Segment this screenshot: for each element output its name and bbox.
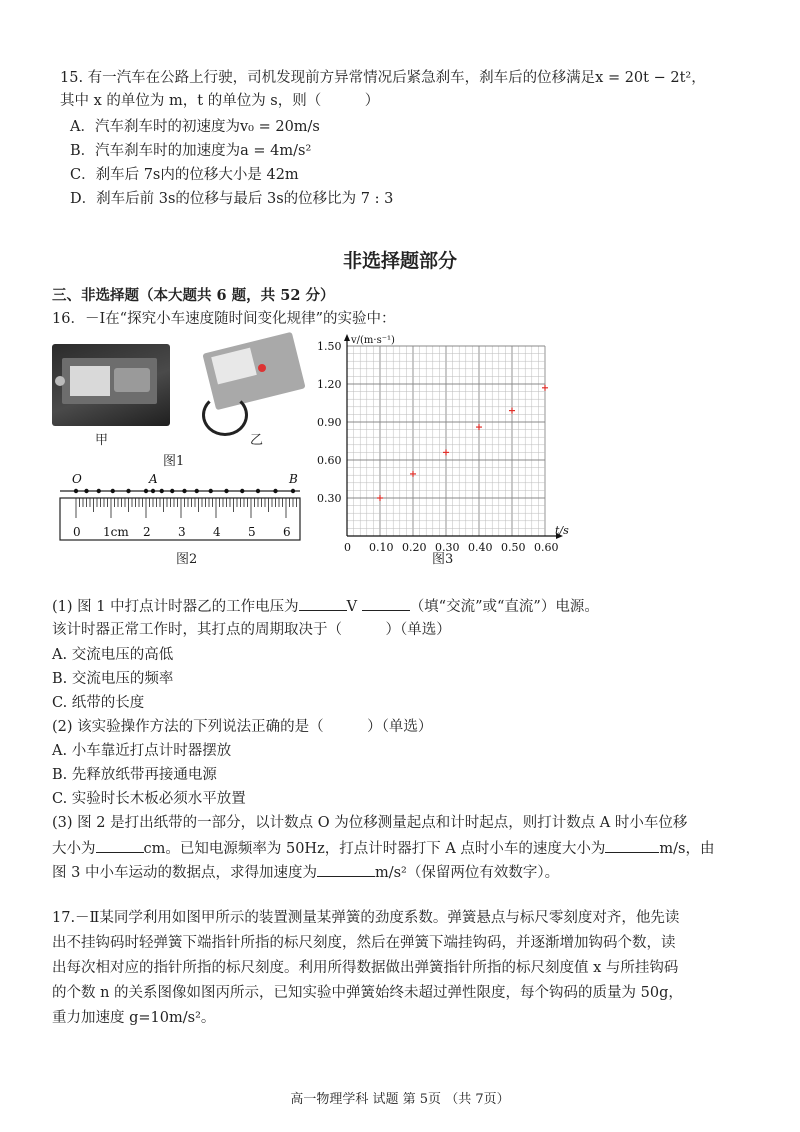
q15-option-b: B．汽车刹车时的加速度为a = 4m/s² bbox=[70, 143, 312, 159]
q16-part1-line1 bbox=[52, 596, 599, 617]
q17-line3: 出每次相对应的指针所指的标尺刻度。利用所得数据做出弹簧指针所指的标尺刻度值 x 与所挂钩码 bbox=[52, 960, 679, 976]
q16-part1-option-b: B. 交流电压的频率 bbox=[52, 671, 174, 687]
acceleration-blank[interactable] bbox=[317, 862, 375, 877]
ruler-tick-label: 2 bbox=[143, 525, 151, 539]
q15-stem-line1: 15. 有一汽车在公路上行驶，司机发现前方异常情况后紧急刹车，刹车后的位移满足x = 20t − 2t²， bbox=[60, 70, 706, 86]
q16-part1-text-b: V bbox=[346, 599, 358, 615]
q17-line2: 出不挂钩码时轻弹簧下端指针所指的标尺刻度，然后在弹簧下端挂钩码，并逐渐增加钩码个数，读 bbox=[52, 935, 676, 951]
tape-point-label: B bbox=[289, 472, 298, 486]
q16-part2-option-a: A. 小车靠近打点计时器摆放 bbox=[52, 743, 232, 759]
timer-photo-a bbox=[52, 344, 170, 426]
ruler-tick-label: 5 bbox=[248, 525, 256, 539]
timer-photo-b bbox=[200, 334, 304, 438]
section-title: 非选择题部分 bbox=[342, 250, 457, 272]
x-tick-label: 0.50 bbox=[501, 541, 526, 552]
ruler-tick-label: 6 bbox=[283, 525, 291, 539]
tape-dot bbox=[256, 489, 260, 493]
q16-part1-option-a: A. 交流电压的高低 bbox=[52, 647, 174, 663]
q17-line5: 重力加速度 g=10m/s²。 bbox=[52, 1010, 216, 1026]
y-tick-label: 0.60 bbox=[317, 454, 342, 467]
paper-tape bbox=[60, 472, 300, 493]
ruler-tick-label: 3 bbox=[178, 525, 186, 539]
graph-data-points bbox=[377, 385, 548, 501]
data-point bbox=[509, 408, 515, 414]
q16-part1-option-c: C. 纸带的长度 bbox=[52, 695, 145, 711]
q15-option-d: D．刹车后前 3s的位移与最后 3s的位移比为 7 : 3 bbox=[70, 191, 394, 207]
data-point bbox=[443, 449, 449, 455]
tape-dot bbox=[195, 489, 199, 493]
ruler bbox=[60, 498, 300, 540]
data-point bbox=[377, 495, 383, 501]
x-tick-label: 0.20 bbox=[402, 541, 427, 552]
q15-option-c: C．刹车后 7s内的位移大小是 42m bbox=[70, 167, 299, 183]
current-type-blank[interactable] bbox=[362, 596, 410, 611]
tape-dot bbox=[97, 489, 101, 493]
displacement-blank[interactable] bbox=[96, 838, 144, 853]
ruler-tick-label: 0 bbox=[73, 525, 81, 539]
fig1-label-a: 甲 bbox=[95, 433, 109, 448]
tape-dot bbox=[126, 489, 130, 493]
q16-part3-text-e: m/s²（保留两位有效数字）。 bbox=[374, 865, 560, 881]
graph-grid bbox=[347, 346, 545, 536]
tape-dot bbox=[170, 489, 174, 493]
q17-line4: 的个数 n 的关系图像如图丙所示，已知实验中弹簧始终未超过弹性限度，每个钩码的质量为 50g， bbox=[52, 985, 683, 1001]
q15-stem-line2: 其中 x 的单位为 m，t 的单位为 s，则（ ） bbox=[60, 93, 380, 109]
tape-dot bbox=[151, 489, 155, 493]
q16-part3-text-b: cm。已知电源频率为 50Hz，打点计时器打下 A 点时小车的速度大小为 bbox=[143, 841, 606, 857]
data-point bbox=[476, 424, 482, 430]
y-axis-title: v/(m·s⁻¹) bbox=[351, 335, 395, 346]
tape-dot bbox=[273, 489, 277, 493]
q16-part3-text-a: 大小为 bbox=[52, 841, 96, 857]
y-tick-label: 0.90 bbox=[317, 416, 342, 429]
tape-point-label: O bbox=[72, 472, 82, 486]
y-tick-label: 0.30 bbox=[317, 492, 342, 505]
q16-part2-option-b: B. 先释放纸带再接通电源 bbox=[52, 767, 217, 783]
voltage-blank[interactable] bbox=[299, 596, 347, 611]
q16-part3-line2 bbox=[52, 838, 714, 859]
y-axis-arrow bbox=[344, 334, 350, 341]
tape-dot bbox=[74, 489, 78, 493]
tape-dot bbox=[144, 489, 148, 493]
q16-part1-text-a: (1) 图 1 中打点计时器乙的工作电压为 bbox=[52, 599, 299, 615]
fig2-caption: 图2 bbox=[176, 552, 198, 567]
graph-axes bbox=[317, 334, 569, 552]
q16-part2-stem: (2) 该实验操作方法的下列说法正确的是（ ）（单选） bbox=[52, 719, 433, 735]
tape-dot bbox=[224, 489, 228, 493]
q16-part3-line3 bbox=[52, 862, 559, 883]
q16-intro: 16．－Ⅰ在“探究小车速度随时间变化规律”的实验中： bbox=[52, 311, 396, 327]
tape-point-label: A bbox=[149, 472, 158, 486]
q16-part1-line2: 该计时器正常工作时，其打点的周期取决于（ ）（单选） bbox=[52, 622, 451, 638]
tape-dot bbox=[240, 489, 244, 493]
velocity-blank[interactable] bbox=[605, 838, 659, 853]
fig1-label-b: 乙 bbox=[250, 433, 264, 448]
tape-dot bbox=[160, 489, 164, 493]
tape-dot bbox=[84, 489, 88, 493]
x-tick-label: 0.30 bbox=[435, 541, 460, 552]
section-heading: 三、非选择题（本大题共 6 题，共 52 分） bbox=[52, 287, 335, 304]
y-tick-label: 1.20 bbox=[317, 378, 342, 391]
q16-part3-line1: (3) 图 2 是打出纸带的一部分，以计数点 O 为位移测量起点和计时起点，则打计数点 A 时小车位移 bbox=[52, 815, 688, 831]
tape-dot bbox=[182, 489, 186, 493]
tape-ruler-figure bbox=[56, 468, 306, 548]
ruler-tick-label: 1cm bbox=[103, 525, 129, 539]
y-tick-label: 1.50 bbox=[317, 340, 342, 353]
tape-dot bbox=[111, 489, 115, 493]
x-tick-label: 0 bbox=[344, 541, 351, 552]
x-axis-title: t/s bbox=[555, 524, 569, 537]
vt-graph bbox=[315, 332, 595, 552]
q15-option-a: A．汽车刹车时的初速度为v₀ = 20m/s bbox=[70, 119, 320, 135]
q16-part1-text-c: （填“交流”或“直流”）电源。 bbox=[409, 599, 599, 615]
tape-dot bbox=[291, 489, 295, 493]
ruler-tick-label: 4 bbox=[213, 525, 221, 539]
data-point bbox=[410, 471, 416, 477]
page-footer: 高一物理学科 试题 第 5页 （共 7页） bbox=[290, 1092, 510, 1107]
fig1-caption: 图1 bbox=[163, 454, 185, 469]
x-tick-label: 0.10 bbox=[369, 541, 394, 552]
q16-part2-option-c: C. 实验时长木板必须水平放置 bbox=[52, 791, 246, 807]
x-tick-label: 0.60 bbox=[534, 541, 559, 552]
tape-dot bbox=[209, 489, 213, 493]
fig3-caption: 图3 bbox=[432, 552, 454, 567]
q17-line1: 17.－Ⅱ某同学利用如图甲所示的装置测量某弹簧的劲度系数。弹簧悬点与标尺零刻度对齐，他先读 bbox=[52, 910, 680, 926]
q16-part3-text-d: 图 3 中小车运动的数据点，求得加速度为 bbox=[52, 865, 317, 881]
data-point bbox=[542, 385, 548, 391]
q16-part3-text-c: m/s，由 bbox=[659, 841, 715, 857]
x-tick-label: 0.40 bbox=[468, 541, 493, 552]
